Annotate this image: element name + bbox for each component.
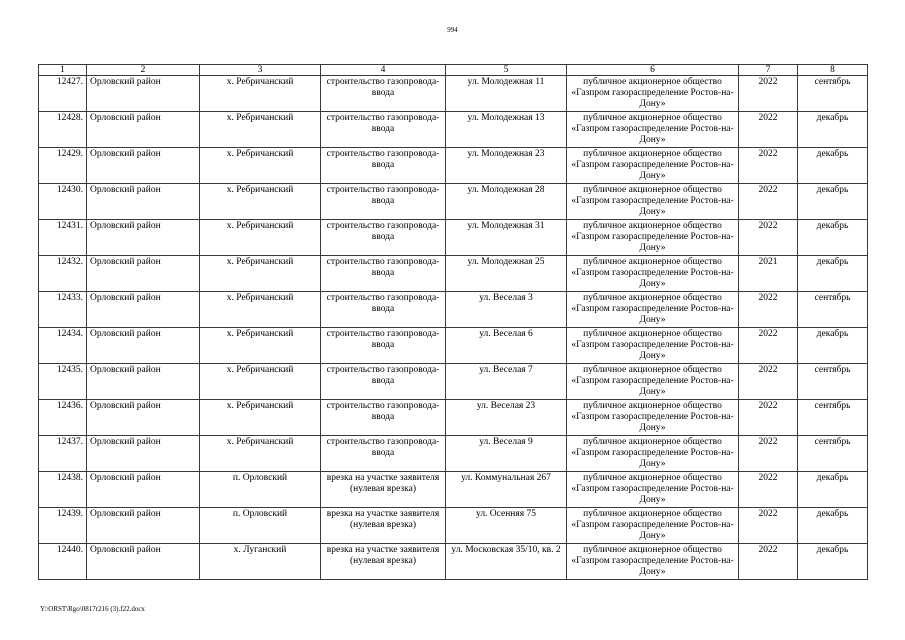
month-cell: декабрь [798, 148, 868, 184]
organization-cell: публичное акционерное общество «Газпром газораспределение Ростов-на-Дону» [567, 400, 739, 436]
organization-cell: публичное акционерное общество «Газпром газораспределение Ростов-на-Дону» [567, 112, 739, 148]
month-cell: декабрь [798, 112, 868, 148]
month-cell: сентябрь [798, 436, 868, 472]
year-cell: 2022 [739, 508, 798, 544]
year-cell: 2022 [739, 364, 798, 400]
table-row [39, 184, 868, 220]
month-cell: декабрь [798, 220, 868, 256]
organization-cell: публичное акционерное общество «Газпром газораспределение Ростов-на-Дону» [567, 508, 739, 544]
work-type-cell: строительство газопровода-ввода [321, 220, 446, 256]
year-cell: 2022 [739, 184, 798, 220]
work-type-cell: строительство газопровода-ввода [321, 76, 446, 112]
year-cell: 2022 [739, 220, 798, 256]
district-cell: Орловский район [87, 364, 200, 400]
row-number-cell: 12434. [39, 328, 87, 364]
district-cell: Орловский район [87, 472, 200, 508]
row-number-cell: 12428. [39, 112, 87, 148]
table-row [39, 76, 868, 112]
column-header: 5 [446, 65, 567, 76]
settlement-cell: х. Ребричанский [200, 76, 321, 112]
organization-cell: публичное акционерное общество «Газпром газораспределение Ростов-на-Дону» [567, 256, 739, 292]
settlement-cell: п. Орловский [200, 472, 321, 508]
registry-table [38, 64, 868, 580]
work-type-cell: строительство газопровода-ввода [321, 256, 446, 292]
organization-cell: публичное акционерное общество «Газпром газораспределение Ростов-на-Дону» [567, 292, 739, 328]
settlement-cell: х. Ребричанский [200, 328, 321, 364]
district-cell: Орловский район [87, 148, 200, 184]
row-number-cell: 12437. [39, 436, 87, 472]
address-cell: ул. Молодежная 13 [446, 112, 567, 148]
row-number-cell: 12430. [39, 184, 87, 220]
table-row [39, 508, 868, 544]
organization-cell: публичное акционерное общество «Газпром газораспределение Ростов-на-Дону» [567, 184, 739, 220]
work-type-cell: строительство газопровода-ввода [321, 148, 446, 184]
row-number-cell: 12436. [39, 400, 87, 436]
table-row [39, 112, 868, 148]
row-number-cell: 12438. [39, 472, 87, 508]
row-number-cell: 12439. [39, 508, 87, 544]
organization-cell: публичное акционерное общество «Газпром газораспределение Ростов-на-Дону» [567, 544, 739, 580]
district-cell: Орловский район [87, 184, 200, 220]
organization-cell: публичное акционерное общество «Газпром газораспределение Ростов-на-Дону» [567, 148, 739, 184]
column-header: 3 [200, 65, 321, 76]
row-number-cell: 12427. [39, 76, 87, 112]
year-cell: 2022 [739, 328, 798, 364]
table-row [39, 256, 868, 292]
work-type-cell: строительство газопровода-ввода [321, 184, 446, 220]
year-cell: 2022 [739, 436, 798, 472]
table-row [39, 292, 868, 328]
column-header: 8 [798, 65, 868, 76]
month-cell: сентябрь [798, 76, 868, 112]
organization-cell: публичное акционерное общество «Газпром газораспределение Ростов-на-Дону» [567, 472, 739, 508]
district-cell: Орловский район [87, 292, 200, 328]
settlement-cell: х. Ребричанский [200, 184, 321, 220]
year-cell: 2022 [739, 112, 798, 148]
footer-file-path: Y:\ORST\Rgo\0817r216 (3).f22.docx [40, 605, 145, 613]
organization-cell: публичное акционерное общество «Газпром газораспределение Ростов-на-Дону» [567, 76, 739, 112]
table-row [39, 400, 868, 436]
address-cell: ул. Веселая 3 [446, 292, 567, 328]
month-cell: декабрь [798, 256, 868, 292]
address-cell: ул. Молодежная 28 [446, 184, 567, 220]
table-row [39, 436, 868, 472]
settlement-cell: п. Орловский [200, 508, 321, 544]
settlement-cell: х. Ребричанский [200, 400, 321, 436]
organization-cell: публичное акционерное общество «Газпром газораспределение Ростов-на-Дону» [567, 436, 739, 472]
address-cell: ул. Веселая 7 [446, 364, 567, 400]
district-cell: Орловский район [87, 508, 200, 544]
work-type-cell: строительство газопровода-ввода [321, 292, 446, 328]
address-cell: ул. Осенняя 75 [446, 508, 567, 544]
table-header-row [39, 65, 868, 76]
work-type-cell: строительство газопровода-ввода [321, 364, 446, 400]
year-cell: 2022 [739, 472, 798, 508]
settlement-cell: х. Ребричанский [200, 148, 321, 184]
month-cell: декабрь [798, 472, 868, 508]
district-cell: Орловский район [87, 544, 200, 580]
district-cell: Орловский район [87, 220, 200, 256]
row-number-cell: 12429. [39, 148, 87, 184]
row-number-cell: 12432. [39, 256, 87, 292]
work-type-cell: врезка на участке заявителя (нулевая врезка) [321, 544, 446, 580]
address-cell: ул. Молодежная 25 [446, 256, 567, 292]
settlement-cell: х. Ребричанский [200, 112, 321, 148]
organization-cell: публичное акционерное общество «Газпром газораспределение Ростов-на-Дону» [567, 364, 739, 400]
work-type-cell: врезка на участке заявителя (нулевая врезка) [321, 472, 446, 508]
year-cell: 2022 [739, 400, 798, 436]
settlement-cell: х. Ребричанский [200, 256, 321, 292]
column-header: 7 [739, 65, 798, 76]
row-number-cell: 12433. [39, 292, 87, 328]
settlement-cell: х. Ребричанский [200, 292, 321, 328]
settlement-cell: х. Ребричанский [200, 220, 321, 256]
table-row [39, 220, 868, 256]
district-cell: Орловский район [87, 112, 200, 148]
table-row [39, 328, 868, 364]
row-number-cell: 12435. [39, 364, 87, 400]
table-row [39, 544, 868, 580]
district-cell: Орловский район [87, 328, 200, 364]
year-cell: 2022 [739, 544, 798, 580]
month-cell: сентябрь [798, 400, 868, 436]
organization-cell: публичное акционерное общество «Газпром газораспределение Ростов-на-Дону» [567, 328, 739, 364]
month-cell: сентябрь [798, 292, 868, 328]
row-number-cell: 12440. [39, 544, 87, 580]
year-cell: 2022 [739, 76, 798, 112]
page-number: 994 [447, 26, 458, 34]
district-cell: Орловский район [87, 436, 200, 472]
work-type-cell: строительство газопровода-ввода [321, 328, 446, 364]
year-cell: 2021 [739, 256, 798, 292]
district-cell: Орловский район [87, 400, 200, 436]
organization-cell: публичное акционерное общество «Газпром газораспределение Ростов-на-Дону» [567, 220, 739, 256]
row-number-cell: 12431. [39, 220, 87, 256]
table-row [39, 364, 868, 400]
year-cell: 2022 [739, 292, 798, 328]
month-cell: сентябрь [798, 364, 868, 400]
settlement-cell: х. Ребричанский [200, 364, 321, 400]
address-cell: ул. Московская 35/10, кв. 2 [446, 544, 567, 580]
address-cell: ул. Молодежная 23 [446, 148, 567, 184]
column-header: 4 [321, 65, 446, 76]
address-cell: ул. Веселая 9 [446, 436, 567, 472]
work-type-cell: строительство газопровода-ввода [321, 400, 446, 436]
settlement-cell: х. Ребричанский [200, 436, 321, 472]
address-cell: ул. Молодежная 31 [446, 220, 567, 256]
settlement-cell: х. Луганский [200, 544, 321, 580]
table-row [39, 148, 868, 184]
month-cell: декабрь [798, 184, 868, 220]
month-cell: декабрь [798, 328, 868, 364]
month-cell: декабрь [798, 544, 868, 580]
table-row [39, 472, 868, 508]
work-type-cell: врезка на участке заявителя (нулевая врезка) [321, 508, 446, 544]
address-cell: ул. Молодежная 11 [446, 76, 567, 112]
address-cell: ул. Веселая 6 [446, 328, 567, 364]
month-cell: декабрь [798, 508, 868, 544]
address-cell: ул. Веселая 23 [446, 400, 567, 436]
address-cell: ул. Коммунальная 267 [446, 472, 567, 508]
column-header: 2 [87, 65, 200, 76]
work-type-cell: строительство газопровода-ввода [321, 112, 446, 148]
work-type-cell: строительство газопровода-ввода [321, 436, 446, 472]
column-header: 6 [567, 65, 739, 76]
year-cell: 2022 [739, 148, 798, 184]
column-header: 1 [39, 65, 87, 76]
district-cell: Орловский район [87, 76, 200, 112]
district-cell: Орловский район [87, 256, 200, 292]
